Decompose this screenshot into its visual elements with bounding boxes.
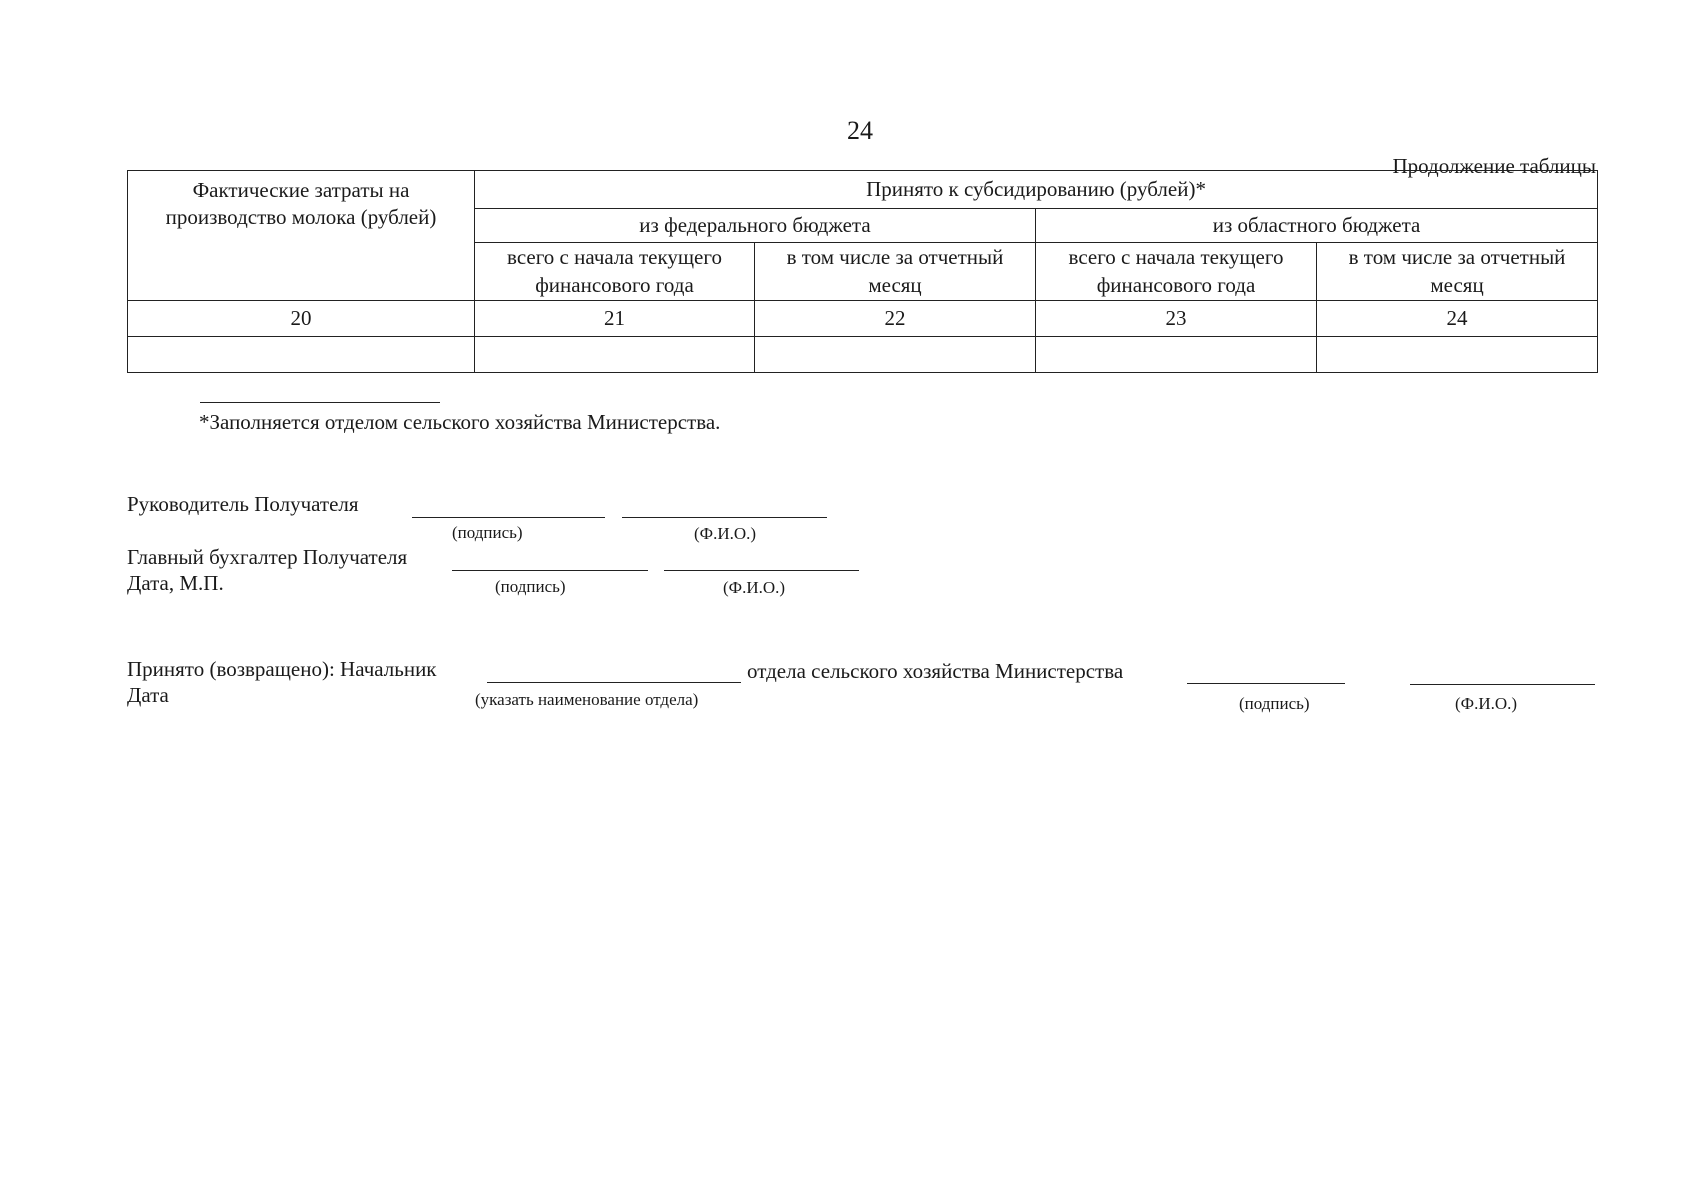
data-cell[interactable] xyxy=(475,337,755,373)
head-fio-field[interactable] xyxy=(622,517,827,518)
fio-caption: (Ф.И.О.) xyxy=(1455,694,1518,713)
department-name-field[interactable] xyxy=(487,682,741,683)
column-number: 21 xyxy=(475,301,755,337)
chief-accountant-fio-field[interactable] xyxy=(664,570,859,571)
subsidy-table xyxy=(127,170,1598,373)
footnote-divider xyxy=(200,402,440,403)
acceptance-signature-field[interactable] xyxy=(1187,683,1345,684)
continuation-label: Продолжение таблицы xyxy=(1392,154,1596,178)
chief-accountant-signature-field[interactable] xyxy=(452,570,648,571)
header-accepted-for-subsidy: Принято к субсидированию (рублей)* xyxy=(475,171,1598,209)
signature-caption: (подпись) xyxy=(495,577,566,596)
fio-caption: (Ф.И.О.) xyxy=(723,578,786,597)
fio-caption: (Ф.И.О.) xyxy=(694,524,757,543)
header-regional-budget: из областного бюджета xyxy=(1036,209,1598,243)
column-number: 22 xyxy=(755,301,1036,337)
header-regional-total-ytd: всего с начала текущего финансового года xyxy=(1036,243,1317,301)
head-of-recipient-label: Руководитель Получателя xyxy=(127,492,359,516)
acceptance-fio-field[interactable] xyxy=(1410,684,1595,685)
department-text: отдела сельского хозяйства Министерства xyxy=(747,659,1124,683)
header-regional-reporting-month: в том числе за отчетный месяц xyxy=(1317,243,1598,301)
column-number: 23 xyxy=(1036,301,1317,337)
data-cell[interactable] xyxy=(755,337,1036,373)
head-signature-field[interactable] xyxy=(412,517,605,518)
data-cell[interactable] xyxy=(1036,337,1317,373)
data-cell[interactable] xyxy=(1317,337,1598,373)
data-cell[interactable] xyxy=(128,337,475,373)
page-number: 24 xyxy=(847,116,873,145)
header-federal-total-ytd: всего с начала текущего финансового года xyxy=(475,243,755,301)
signature-caption: (подпись) xyxy=(452,523,523,542)
footnote: *Заполняется отделом сельского хозяйства Министерства. xyxy=(199,410,721,434)
header-federal-budget: из федерального бюджета xyxy=(475,209,1036,243)
chief-accountant-label: Главный бухгалтер Получателя xyxy=(127,545,408,569)
column-number: 20 xyxy=(128,301,475,337)
header-actual-costs: Фактические затраты на производство молока (рублей) xyxy=(128,171,475,301)
department-caption: (указать наименование отдела) xyxy=(475,690,699,709)
table-row xyxy=(128,337,1598,373)
signature-caption: (подпись) xyxy=(1239,694,1310,713)
acceptance-date-label: Дата xyxy=(127,683,169,707)
acceptance-label: Принято (возвращено): Начальник xyxy=(127,657,437,681)
column-number: 24 xyxy=(1317,301,1598,337)
date-mp-label: Дата, М.П. xyxy=(127,571,224,595)
header-federal-reporting-month: в том числе за отчетный месяц xyxy=(755,243,1036,301)
column-number-row xyxy=(128,301,1598,337)
